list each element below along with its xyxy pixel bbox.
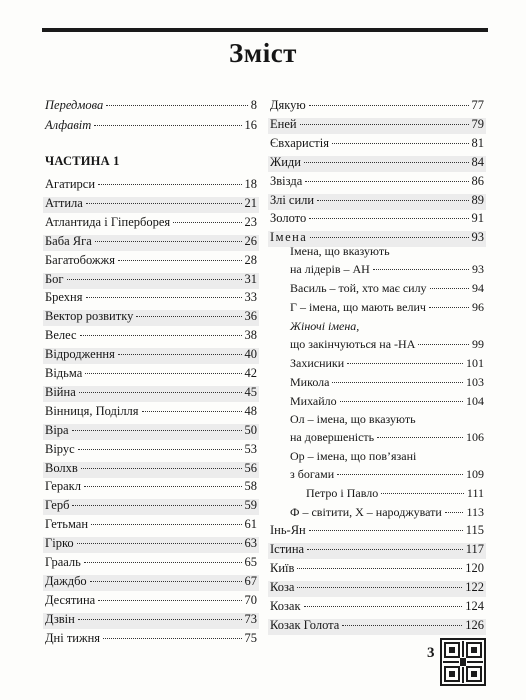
toc-entry[interactable]	[45, 536, 257, 551]
toc-entry-page: 120	[465, 560, 484, 575]
toc-entry-alphabet[interactable]	[45, 118, 257, 133]
toc-entry-label: Петро і Павло	[306, 486, 379, 500]
toc-entry-g-names[interactable]	[290, 300, 484, 315]
toc-entry-or-names[interactable]	[290, 467, 484, 482]
dot-leader	[317, 200, 468, 201]
names-ol-line1: Ол – імена, що вказують	[290, 412, 416, 426]
dot-leader	[72, 505, 241, 506]
toc-entry-page: 113	[466, 505, 484, 519]
toc-entry-page: 86	[471, 173, 484, 188]
toc-entry-page: 26	[244, 233, 257, 248]
toc-entry-page: 59	[244, 498, 257, 513]
toc-entry[interactable]	[45, 234, 257, 249]
toc-entry-label: Вінниця, Поділля	[45, 403, 139, 418]
dot-leader	[86, 297, 242, 298]
toc-entry-label: Десятина	[45, 592, 96, 607]
dot-leader	[81, 468, 242, 469]
toc-entry[interactable]	[45, 215, 257, 230]
toc-entry[interactable]	[45, 272, 257, 287]
toc-entry-label: Бог	[45, 271, 64, 286]
toc-entry[interactable]	[270, 136, 484, 151]
toc-entry-label: Злі сили	[270, 192, 315, 207]
dot-leader	[136, 316, 241, 317]
toc-entry-label: Ф – світити, Х – народжувати	[290, 505, 442, 519]
dot-leader	[118, 260, 242, 261]
toc-entry-page: 45	[244, 384, 257, 399]
toc-entry[interactable]	[45, 423, 257, 438]
toc-entry-label: Алфавіт	[45, 118, 92, 132]
dot-leader	[79, 392, 242, 393]
toc-entry[interactable]	[45, 309, 257, 324]
toc-entry-label: Віра	[45, 422, 69, 437]
toc-entry-label: Атлантида і Гіперборея	[45, 214, 171, 229]
dot-leader	[309, 105, 469, 106]
toc-entry-label: Київ	[270, 560, 295, 575]
toc-entry-label: Велес	[45, 328, 77, 343]
toc-entry-page: 38	[244, 328, 257, 343]
toc-entry-page: 70	[244, 592, 257, 607]
toc-entry-label: Захисники	[290, 356, 345, 370]
dot-leader	[77, 543, 242, 544]
ornament-icon	[440, 638, 486, 686]
toc-entry-page: 58	[244, 479, 257, 494]
toc-entry[interactable]	[270, 542, 484, 557]
toc-entry-page: 18	[244, 177, 257, 191]
dot-leader	[67, 279, 242, 280]
dot-leader	[347, 363, 463, 364]
dot-leader	[381, 493, 464, 494]
dot-leader	[377, 437, 463, 438]
toc-entry[interactable]	[270, 580, 484, 595]
dot-leader	[307, 549, 463, 550]
toc-entry-label: Еней	[270, 116, 297, 131]
dot-leader	[106, 105, 248, 106]
dot-leader	[445, 512, 464, 513]
toc-entry-page: 73	[244, 611, 257, 626]
toc-entry-label: Козак	[270, 598, 301, 613]
toc-entry-page: 28	[244, 252, 257, 267]
toc-entry[interactable]	[45, 461, 257, 476]
toc-entry-label: Агатирси	[45, 177, 96, 191]
toc-entry-petro-pavlo[interactable]	[306, 486, 484, 501]
toc-entry-page: 8	[250, 98, 257, 112]
toc-entry-page: 96	[472, 300, 484, 314]
toc-entry-label: Грааль	[45, 555, 81, 569]
toc-entry-label: Даждбо	[45, 573, 87, 588]
toc-entry-label: Баба Яга	[45, 233, 92, 248]
toc-entry-page: 67	[244, 573, 257, 588]
dot-leader	[332, 382, 463, 383]
toc-entry[interactable]	[45, 574, 257, 589]
toc-entry-label: Відродження	[45, 347, 115, 362]
toc-entry[interactable]	[270, 618, 484, 633]
toc-entry-page: 79	[471, 116, 484, 131]
toc-entry-page: 103	[466, 375, 484, 389]
toc-entry[interactable]	[270, 211, 484, 226]
dot-leader	[305, 181, 468, 182]
toc-entry-label: Інь-Ян	[270, 523, 306, 537]
toc-entry-page: 99	[472, 337, 484, 351]
toc-entry-page: 94	[472, 281, 484, 295]
toc-entry-page: 91	[471, 211, 484, 226]
toc-entry-label: Дзвін	[45, 611, 75, 626]
toc-entry-page: 61	[244, 517, 257, 532]
dot-leader	[94, 125, 241, 126]
toc-entry-page: 126	[465, 617, 484, 632]
toc-entry[interactable]	[45, 593, 257, 608]
toc-entry-label: Війна	[45, 384, 76, 399]
toc-entry-page: 111	[466, 486, 484, 500]
dot-leader	[418, 344, 469, 345]
toc-entry-preface[interactable]	[45, 98, 257, 113]
toc-entry-label: на лідерів – АН	[290, 262, 370, 276]
toc-entry[interactable]	[270, 599, 484, 614]
toc-entry-page: 42	[244, 366, 257, 380]
toc-entry-label: Гетьман	[45, 517, 89, 532]
toc-entry-page: 81	[471, 135, 484, 150]
toc-entry-label: Дні тижня	[45, 630, 101, 645]
toc-entry-label: на довершеність	[290, 430, 375, 444]
toc-entry-page: 93	[471, 230, 484, 245]
toc-entry-label: Жиди	[270, 154, 301, 169]
toc-entry[interactable]	[45, 177, 257, 192]
dot-leader	[86, 203, 242, 204]
toc-entry-mykola[interactable]	[290, 375, 484, 390]
toc-entry-page: 40	[244, 347, 257, 362]
dot-leader	[304, 606, 463, 607]
toc-entry-page: 117	[465, 541, 484, 556]
toc-entry[interactable]	[270, 174, 484, 189]
names-leaders-line1: Імена, що вказують	[290, 244, 390, 258]
toc-entry-label: Імена	[270, 230, 308, 245]
top-rule	[42, 28, 488, 32]
dot-leader	[78, 449, 242, 450]
dot-leader	[300, 124, 469, 125]
toc-entry-label: Аттила	[45, 195, 83, 210]
toc-entry-female-names[interactable]	[290, 337, 484, 352]
toc-entry[interactable]	[45, 631, 257, 646]
toc-entry-label: Відьма	[45, 366, 83, 380]
toc-entry-label: Багатобожжя	[45, 252, 115, 267]
toc-entry-label: Дякую	[270, 98, 306, 112]
toc-entry-label: Микола	[290, 375, 330, 389]
page-number: 3	[427, 645, 435, 661]
dot-leader	[95, 241, 242, 242]
toc-entry-page: 115	[465, 523, 484, 537]
toc-entry[interactable]	[45, 385, 257, 400]
dot-leader	[297, 587, 462, 588]
toc-entry-page: 75	[244, 630, 257, 645]
dot-leader	[297, 568, 462, 569]
toc-entry-vasyl[interactable]	[290, 281, 484, 296]
toc-entry[interactable]	[45, 498, 257, 513]
toc-entry-page: 23	[244, 214, 257, 229]
dot-leader	[309, 218, 468, 219]
toc-entry[interactable]	[270, 155, 484, 170]
dot-leader	[340, 401, 463, 402]
toc-entry-mykhailo[interactable]	[290, 394, 484, 409]
dot-leader	[91, 524, 241, 525]
toc-entry-page: 89	[471, 192, 484, 207]
toc-entry[interactable]	[45, 366, 257, 381]
dot-leader	[342, 625, 462, 626]
toc-entry-page: 36	[244, 309, 257, 324]
toc-entry-label: Геракл	[45, 479, 81, 494]
part-heading: ЧАСТИНА 1	[45, 154, 120, 168]
toc-entry-label: з богами	[290, 467, 335, 481]
toc-entry-page: 104	[466, 394, 484, 408]
dot-leader	[309, 530, 463, 531]
toc-entry-label: Вірус	[45, 441, 75, 456]
toc-entry-label: Істина	[270, 541, 305, 556]
toc-entry-defenders[interactable]	[290, 356, 484, 371]
dot-leader	[430, 288, 469, 289]
toc-entry-label: Вектор розвитку	[45, 309, 134, 324]
toc-entry-names-leaders[interactable]	[290, 262, 484, 277]
toc-entry-page: 101	[466, 356, 484, 370]
toc-entry[interactable]	[45, 328, 257, 343]
dot-leader	[173, 222, 241, 223]
dot-leader	[84, 486, 242, 487]
page-title: Зміст	[229, 38, 297, 68]
toc-entry[interactable]	[45, 612, 257, 627]
dot-leader	[80, 335, 242, 336]
toc-entry[interactable]	[270, 117, 484, 132]
toc-entry[interactable]	[45, 196, 257, 211]
toc-entry-label: Козак Голота	[270, 617, 340, 632]
dot-leader	[84, 562, 242, 563]
toc-entry-page: 77	[471, 98, 484, 112]
names-or-line1: Ор – імена, що пов’язані	[290, 449, 417, 463]
toc-entry-page: 31	[244, 271, 257, 286]
toc-entry-label: Волхв	[45, 460, 78, 475]
toc-entry[interactable]	[270, 193, 484, 208]
toc-entry-label: Коза	[270, 579, 295, 594]
toc-entry[interactable]	[45, 253, 257, 268]
dot-leader	[142, 411, 242, 412]
toc-entry-page: 124	[465, 598, 484, 613]
toc-entry-page: 53	[244, 441, 257, 456]
toc-entry-page: 106	[466, 430, 484, 444]
dot-leader	[332, 143, 469, 144]
dot-leader	[85, 373, 241, 374]
toc-entry-page: 63	[244, 536, 257, 551]
toc-entry-page: 122	[465, 579, 484, 594]
toc-entry-label: Брехня	[45, 290, 83, 305]
toc-entry-label: Звізда	[270, 173, 303, 188]
toc-entry-label: Г – імена, що мають велич	[290, 300, 426, 314]
toc-entry-f-x[interactable]	[290, 505, 484, 520]
dot-leader	[72, 430, 242, 431]
toc-entry[interactable]	[45, 347, 257, 362]
toc-entry[interactable]	[45, 442, 257, 457]
dot-leader	[98, 184, 241, 185]
toc-entry-page: 50	[244, 422, 257, 437]
dot-leader	[118, 354, 242, 355]
toc-entry[interactable]	[45, 404, 257, 419]
toc-entry-page: 33	[244, 290, 257, 305]
toc-entry-page: 21	[244, 195, 257, 210]
toc-entry-page: 109	[466, 467, 484, 481]
toc-entry-label: Гірко	[45, 536, 74, 551]
toc-entry-ol-names[interactable]	[290, 430, 484, 445]
toc-entry-page: 16	[244, 118, 257, 132]
dot-leader	[90, 581, 242, 582]
toc-entry[interactable]	[45, 290, 257, 305]
dot-leader	[429, 307, 469, 308]
toc-entry-label: Передмова	[45, 98, 104, 112]
dot-leader	[373, 269, 469, 270]
toc-entry[interactable]	[45, 517, 257, 532]
toc-entry-label: Василь – той, хто має силу	[290, 281, 427, 295]
toc-entry-label: Золото	[270, 211, 307, 226]
dot-leader	[98, 600, 241, 601]
dot-leader	[310, 237, 468, 238]
dot-leader	[304, 162, 469, 163]
toc-entry[interactable]	[270, 98, 484, 113]
toc-entry-label: що закінчуються на -НА	[290, 337, 416, 351]
toc-entry-label: Євхаристія	[270, 135, 329, 150]
toc-entry-label: Михайло	[290, 394, 337, 408]
toc-entry[interactable]	[270, 561, 484, 576]
toc-entry-page: 84	[471, 154, 484, 169]
toc-entry-label: Герб	[45, 498, 70, 513]
toc-entry-page: 93	[472, 262, 484, 276]
toc-entry-page: 56	[244, 460, 257, 475]
toc-entry[interactable]	[45, 555, 257, 570]
names-female-line1: Жіночі імена,	[290, 319, 360, 333]
toc-entry[interactable]	[45, 479, 257, 494]
dot-leader	[103, 638, 241, 639]
dot-leader	[337, 474, 463, 475]
toc-entry-page: 48	[244, 403, 257, 418]
toc-entry[interactable]	[270, 523, 484, 538]
toc-entry-page: 65	[244, 555, 257, 569]
dot-leader	[78, 619, 242, 620]
